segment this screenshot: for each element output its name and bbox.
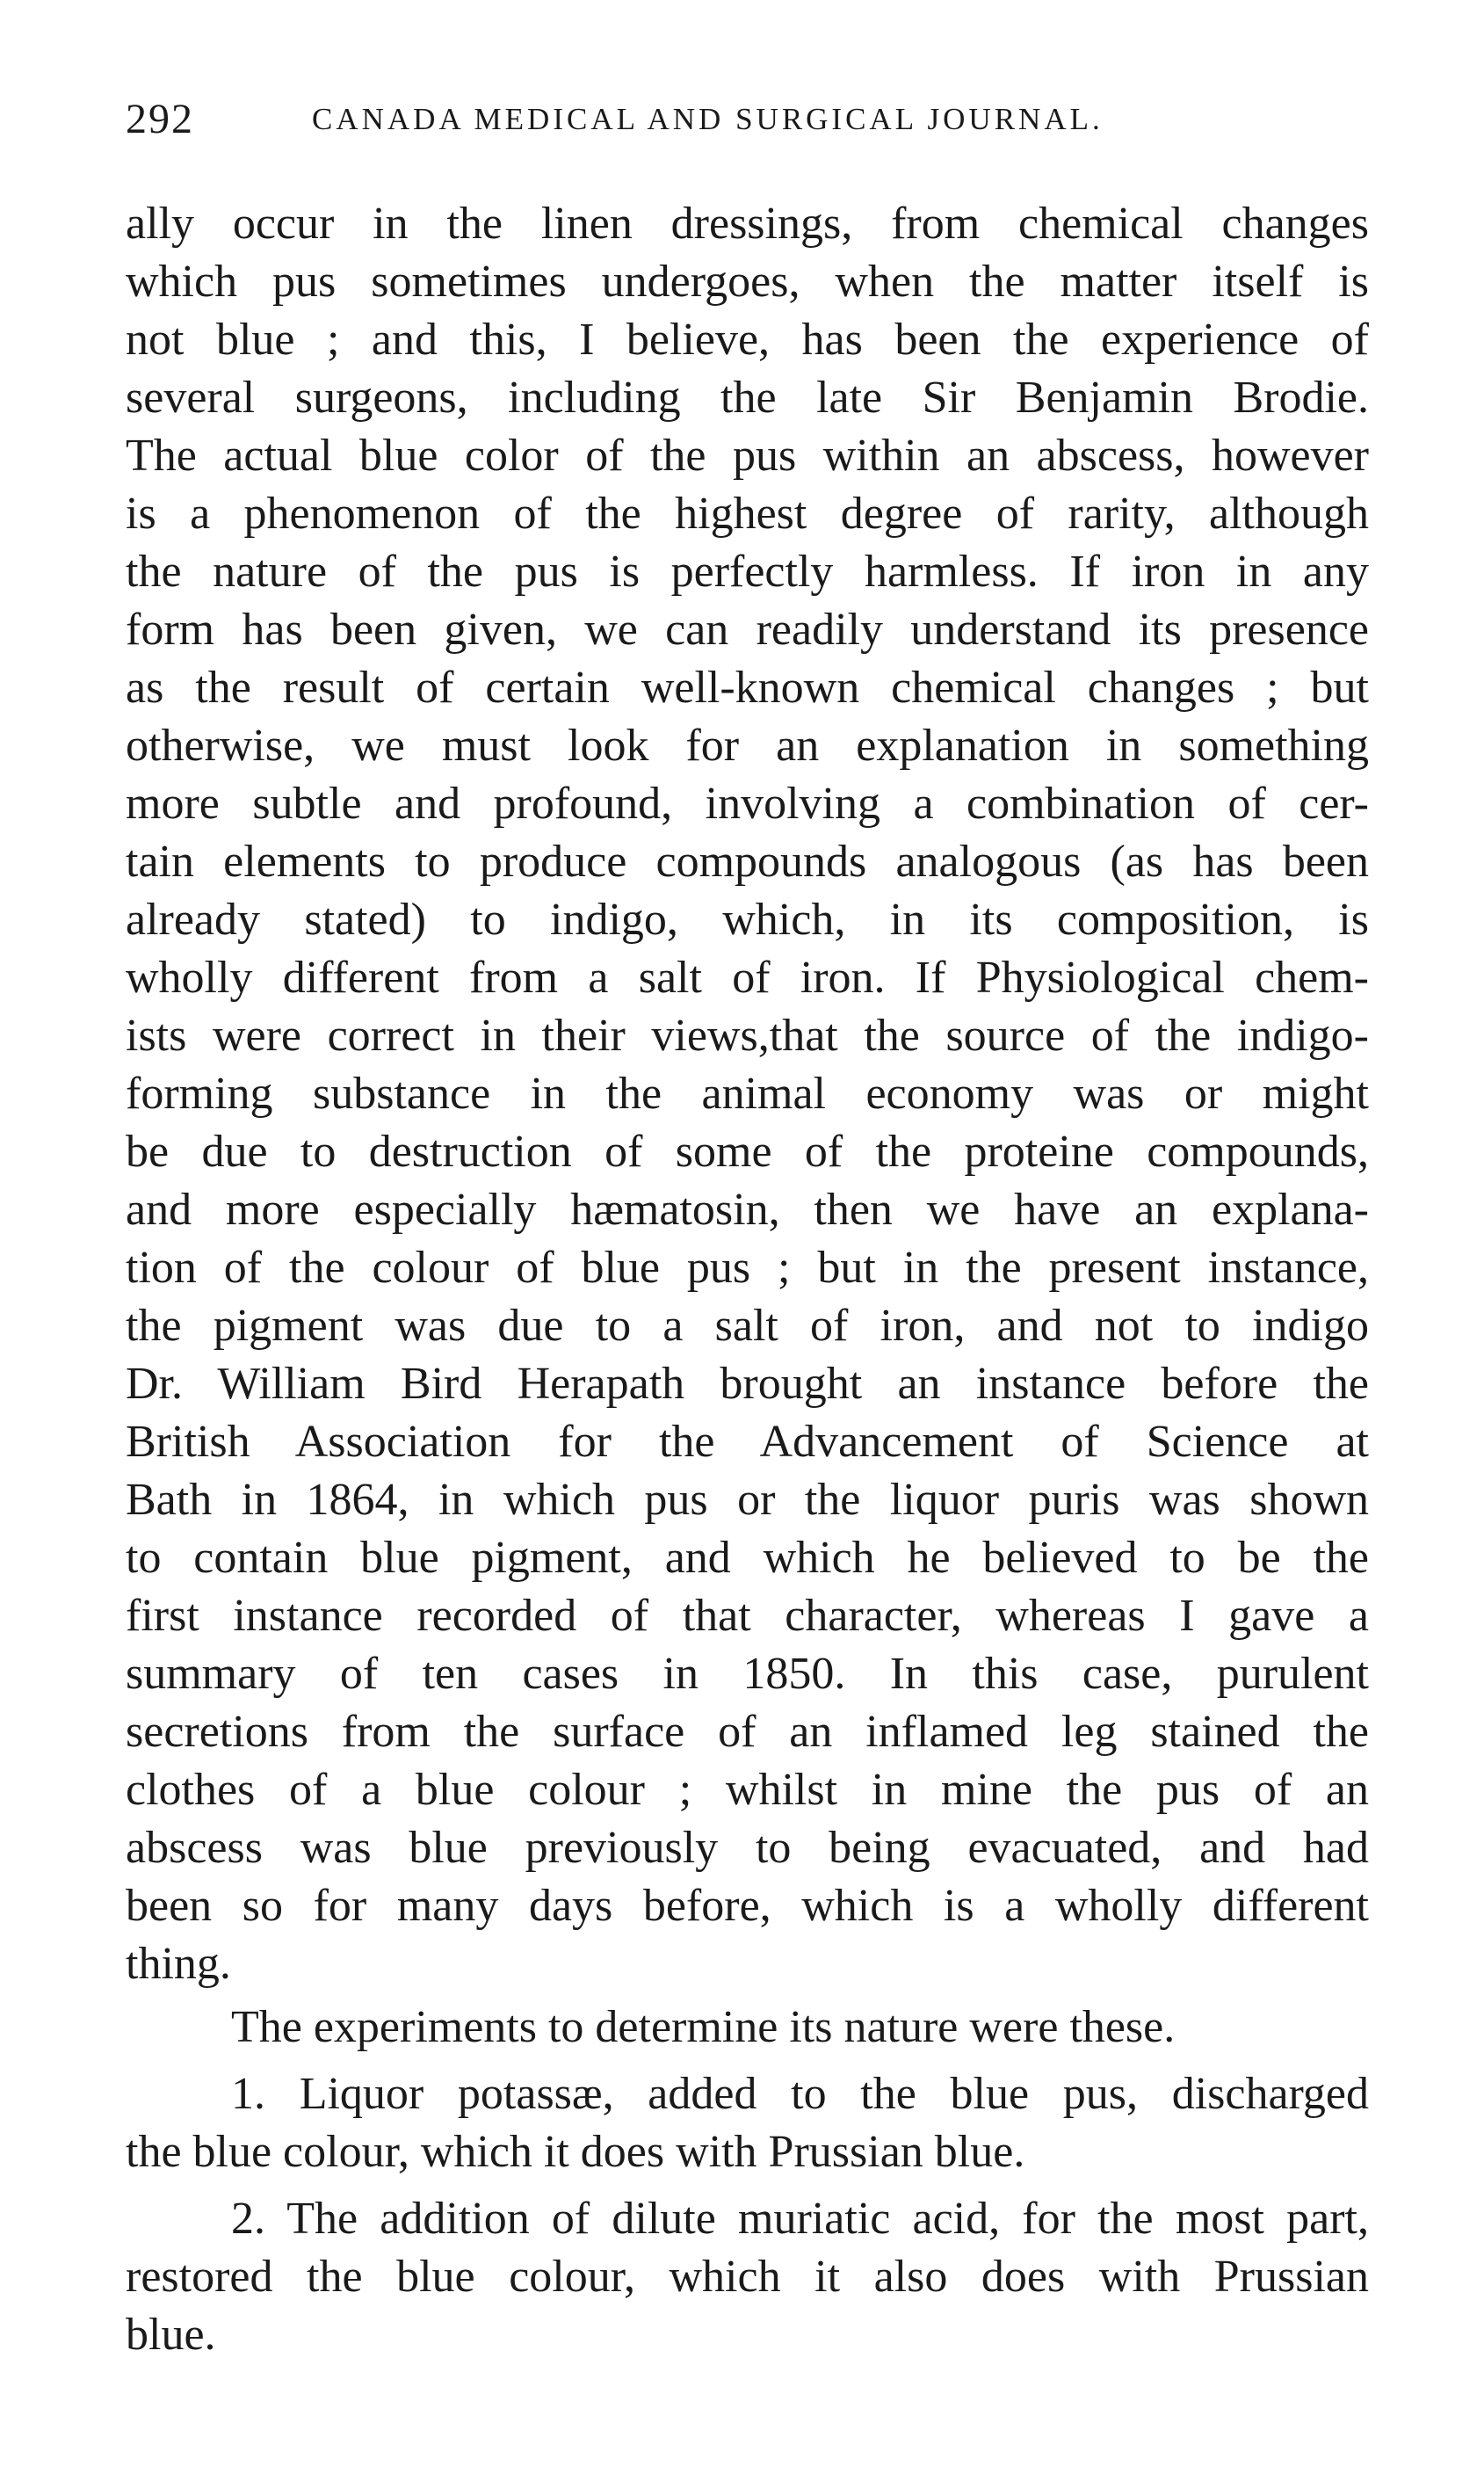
text-line: form has been given, we can readily understand its presence [126, 605, 1369, 655]
running-head [126, 95, 1373, 148]
text-line: abscess was blue previously to being evacuated, and had [126, 1823, 1369, 1873]
numbered-item-2: 2. The addition of dilute muriatic acid, for the most part, [231, 2194, 1369, 2244]
text-line: as the result of certain well-known chemical changes ; but [126, 663, 1369, 713]
text-line: the nature of the pus is perfectly harmless. If iron in any [126, 547, 1369, 597]
text-line: ally occur in the linen dressings, from chemical changes [126, 199, 1369, 249]
text-line: secretions from the surface of an inflamed leg stained the [126, 1707, 1369, 1757]
text-line: The actual blue color of the pus within an abscess, however [126, 431, 1369, 481]
text-line: blue. [126, 2310, 216, 2360]
text-line: summary of ten cases in 1850. In this case, purulent [126, 1649, 1369, 1699]
text-line: be due to destruction of some of the proteine compounds, [126, 1127, 1369, 1177]
text-line: thing. [126, 1939, 231, 1989]
text-line: the pigment was due to a salt of iron, and not to indigo [126, 1301, 1369, 1351]
text-line: British Association for the Advancement of Science at [126, 1417, 1369, 1467]
text-line: already stated) to indigo, which, in its composition, is [126, 895, 1369, 945]
text-line: is a phenomenon of the highest degree of rarity, although [126, 489, 1369, 539]
page-number: 292 [126, 96, 194, 142]
text-line: Dr. William Bird Herapath brought an instance before the [126, 1359, 1369, 1409]
text-line: tion of the colour of blue pus ; but in the present instance, [126, 1243, 1369, 1293]
text-line: several surgeons, including the late Sir Benjamin Brodie. [126, 373, 1369, 423]
text-line: wholly different from a salt of iron. If Physiological chem- [126, 953, 1369, 1003]
text-line: and more especially hæmatosin, then we have an explana- [126, 1185, 1369, 1235]
text-line: otherwise, we must look for an explanation in something [126, 721, 1369, 771]
text-line: tain elements to produce compounds analogous (as has been [126, 837, 1369, 887]
text-line: more subtle and profound, involving a combination of cer- [126, 779, 1369, 829]
text-line: which pus sometimes undergoes, when the matter itself is [126, 257, 1369, 307]
paragraph-start: The experiments to determine its nature were these. [231, 2002, 1176, 2052]
text-line: the blue colour, which it does with Prussian blue. [126, 2127, 1025, 2177]
text-line: Bath in 1864, in which pus or the liquor puris was shown [126, 1475, 1369, 1525]
text-line: first instance recorded of that character, whereas I gave a [126, 1591, 1369, 1641]
text-line: forming substance in the animal economy was or might [126, 1069, 1369, 1119]
text-line: restored the blue colour, which it also does with Prussian [126, 2252, 1369, 2302]
text-line: clothes of a blue colour ; whilst in mine the pus of an [126, 1765, 1369, 1815]
journal-title: CANADA MEDICAL AND SURGICAL JOURNAL. [312, 102, 1104, 136]
text-line: ists were correct in their views,that the source of the indigo- [126, 1011, 1369, 1061]
numbered-item-1: 1. Liquor potassæ, added to the blue pus, discharged [231, 2069, 1369, 2119]
text-line: not blue ; and this, I believe, has been the experience of [126, 315, 1369, 365]
text-line: to contain blue pigment, and which he believed to be the [126, 1533, 1369, 1583]
text-line: been so for many days before, which is a wholly different [126, 1881, 1369, 1931]
